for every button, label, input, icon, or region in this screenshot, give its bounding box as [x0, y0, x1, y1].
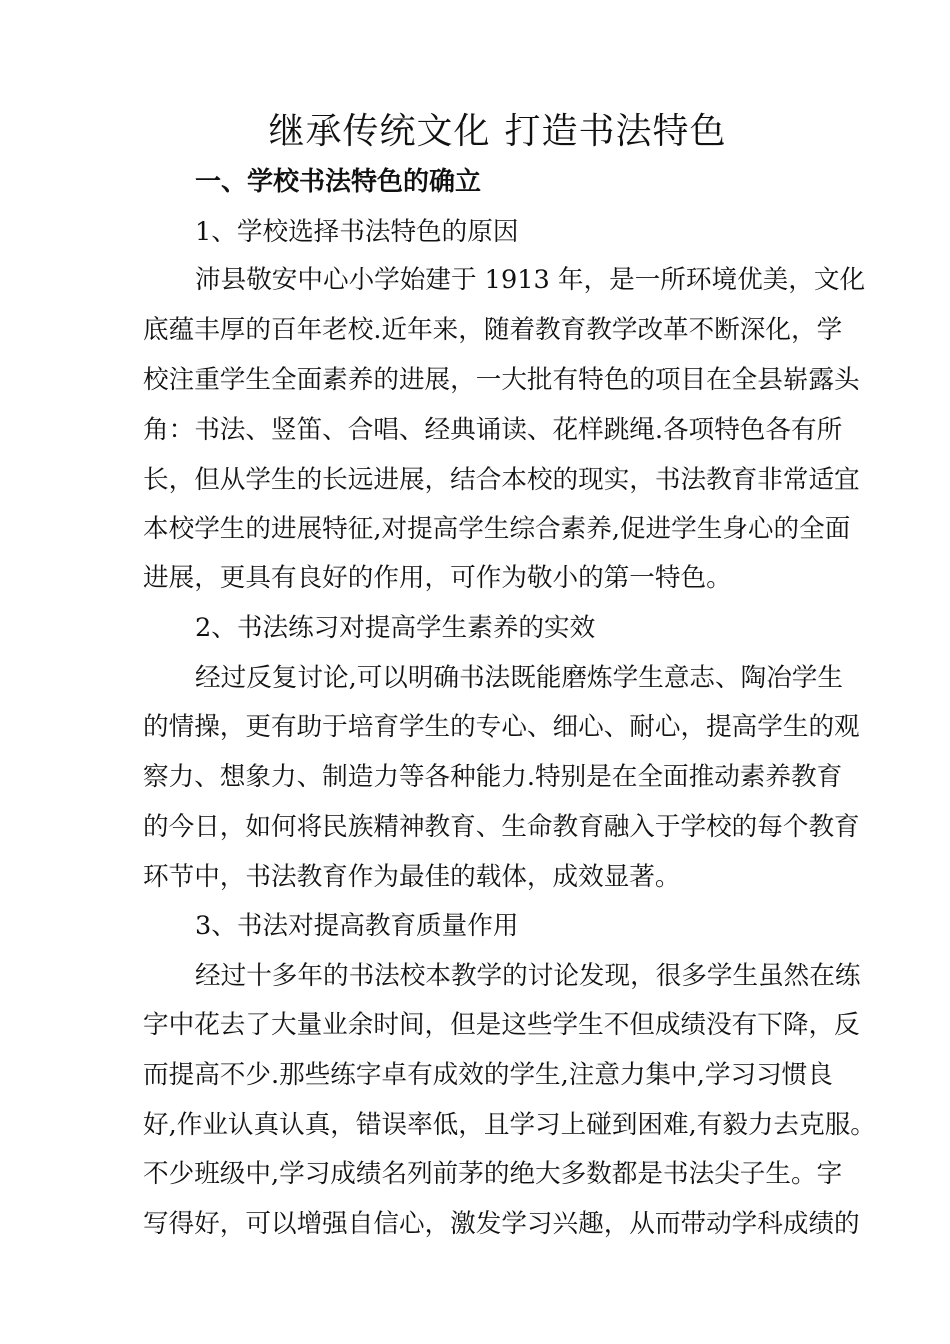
- paragraph-line: 而提高不少.那些练字卓有成效的学生,注意力集中,学习习惯良: [143, 1060, 833, 1090]
- paragraph-line: 经过十多年的书法校本教学的讨论发现，很多学生虽然在练: [195, 961, 861, 991]
- paragraph-line: 长，但从学生的长远进展，结合本校的现实，书法教育非常适宜: [143, 465, 860, 495]
- paragraph-line: 进展，更具有良好的作用，可作为敬小的第一特色。: [143, 563, 732, 593]
- paragraph-line: 的今日，如何将民族精神教育、生命教育融入于学校的每个教育: [143, 812, 860, 842]
- paragraph-line: 的情操，更有助于培育学生的专心、细心、耐心，提高学生的观: [143, 712, 860, 742]
- paragraph-line: 经过反复讨论,可以明确书法既能磨炼学生意志、陶冶学生: [195, 663, 843, 693]
- paragraph-line: 字中花去了大量业余时间，但是这些学生不但成绩没有下降，反: [143, 1010, 860, 1040]
- title-part-2: 打造书法特色: [504, 111, 727, 152]
- paragraph-line: 写得好，可以增强自信心，激发学习兴趣，从而带动学科成绩的: [143, 1209, 860, 1239]
- title-part-1: 继承传统文化: [268, 111, 491, 152]
- subheading-3: 3、书法对提高教育质量作用: [195, 911, 519, 941]
- paragraph-line: 不少班级中,学习成绩名列前茅的绝大多数都是书法尖子生。字: [143, 1159, 843, 1189]
- paragraph-line: 沛县敬安中心小学始建于 1913 年，是一所环境优美，文化: [195, 265, 866, 295]
- paragraph-line: 底蕴丰厚的百年老校.近年来，随着教育教学改革不断深化，学: [143, 315, 843, 345]
- document-title: [0, 106, 950, 158]
- paragraph-line: 角：书法、竖笛、合唱、经典诵读、花样跳绳.各项特色各有所: [143, 415, 843, 445]
- paragraph-line: 好,作业认真认真，错误率低，且学习上碰到困难,有毅力去克服。: [143, 1110, 876, 1140]
- paragraph-line: 察力、想象力、制造力等各种能力.特别是在全面推动素养教育: [143, 762, 843, 792]
- paragraph-line: 本校学生的进展特征,对提高学生综合素养,促进学生身心的全面: [143, 514, 851, 544]
- section-heading-1: 一、学校书法特色的确立: [195, 167, 482, 197]
- paragraph-line: 环节中，书法教育作为最佳的载体，成效显著。: [143, 862, 681, 892]
- subheading-1: 1、学校选择书法特色的原因: [195, 217, 519, 247]
- paragraph-line: 校注重学生全面素养的进展，一大批有特色的项目在全县崭露头: [143, 365, 860, 395]
- subheading-2: 2、书法练习对提高学生素养的实效: [195, 613, 596, 643]
